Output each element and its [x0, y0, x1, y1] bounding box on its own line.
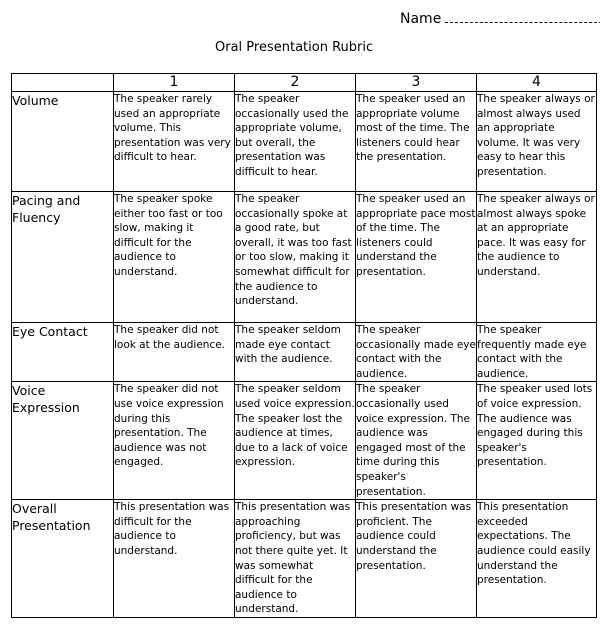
- column-header-score-3: 3: [356, 74, 477, 92]
- column-header-score-1: 1: [114, 74, 235, 92]
- rubric-cell: The speaker seldom made eye contact with the audience.: [235, 323, 356, 382]
- table-row: [12, 92, 597, 192]
- criterion-cell: Eye Contact: [12, 323, 114, 382]
- rubric-cell: The speaker used an appropriate pace most of the time. The listeners could understand the presentation.: [356, 192, 477, 323]
- rubric-cell: The speaker used lots of voice expression. The audience was engaged during this speaker's presentation.: [477, 382, 597, 500]
- rubric-cell: The speaker occasionally used voice expression. The audience was engaged most of the time during this speaker's presentation.: [356, 382, 477, 500]
- rubric-cell: The speaker always or almost always used an appropriate volume. It was very easy to hear this presentation.: [477, 92, 597, 192]
- column-header-criteria: [12, 74, 114, 92]
- name-field: [400, 10, 600, 27]
- column-header-score-4: 4: [477, 74, 597, 92]
- rubric-cell: The speaker seldom used voice expression. The speaker lost the audience at times, due to a lack of voice expression.: [235, 382, 356, 500]
- name-label: Name: [400, 11, 442, 27]
- table-row: [12, 382, 597, 500]
- rubric-cell: The speaker did not look at the audience.: [114, 323, 235, 382]
- name-underline: [445, 10, 600, 23]
- criterion-cell: Voice Expression: [12, 382, 114, 500]
- criterion-cell: Overall Presentation: [12, 500, 114, 618]
- rubric-cell: The speaker rarely used an appropriate volume. This presentation was very difficult to hear.: [114, 92, 235, 192]
- criterion-cell: Volume: [12, 92, 114, 192]
- rubric-cell: The speaker always or almost always spoke at an appropriate pace. It was easy for the audience to understand.: [477, 192, 597, 323]
- rubric-cell: This presentation was approaching proficiency, but was not there quite yet. It was somewhat difficult for the audience to understand.: [235, 500, 356, 618]
- rubric-cell: This presentation was difficult for the audience to understand.: [114, 500, 235, 618]
- rubric-cell: The speaker frequently made eye contact with the audience.: [477, 323, 597, 382]
- rubric-table: [11, 73, 597, 618]
- rubric-cell: The speaker occasionally made eye contact with the audience.: [356, 323, 477, 382]
- table-header-row: [12, 74, 597, 92]
- page-title: Oral Presentation Rubric: [215, 40, 374, 55]
- rubric-cell: The speaker used an appropriate volume most of the time. The listeners could hear the presentation.: [356, 92, 477, 192]
- rubric-cell: This presentation exceeded expectations. The audience could easily understand the presentation.: [477, 500, 597, 618]
- rubric-cell: The speaker did not use voice expression during this presentation. The audience was not engaged.: [114, 382, 235, 500]
- rubric-cell: This presentation was proficient. The audience could understand the presentation.: [356, 500, 477, 618]
- table-row: [12, 192, 597, 323]
- column-header-score-2: 2: [235, 74, 356, 92]
- rubric-cell: The speaker occasionally spoke at a good rate, but overall, it was too fast or too slow, making it somewhat difficult for the audience to understand.: [235, 192, 356, 323]
- criterion-cell: Pacing and Fluency: [12, 192, 114, 323]
- table-row: [12, 500, 597, 618]
- rubric-cell: The speaker spoke either too fast or too slow, making it difficult for the audience to understand.: [114, 192, 235, 323]
- rubric-cell: The speaker occasionally used the appropriate volume, but overall, the presentation was difficult to hear.: [235, 92, 356, 192]
- table-row: [12, 323, 597, 382]
